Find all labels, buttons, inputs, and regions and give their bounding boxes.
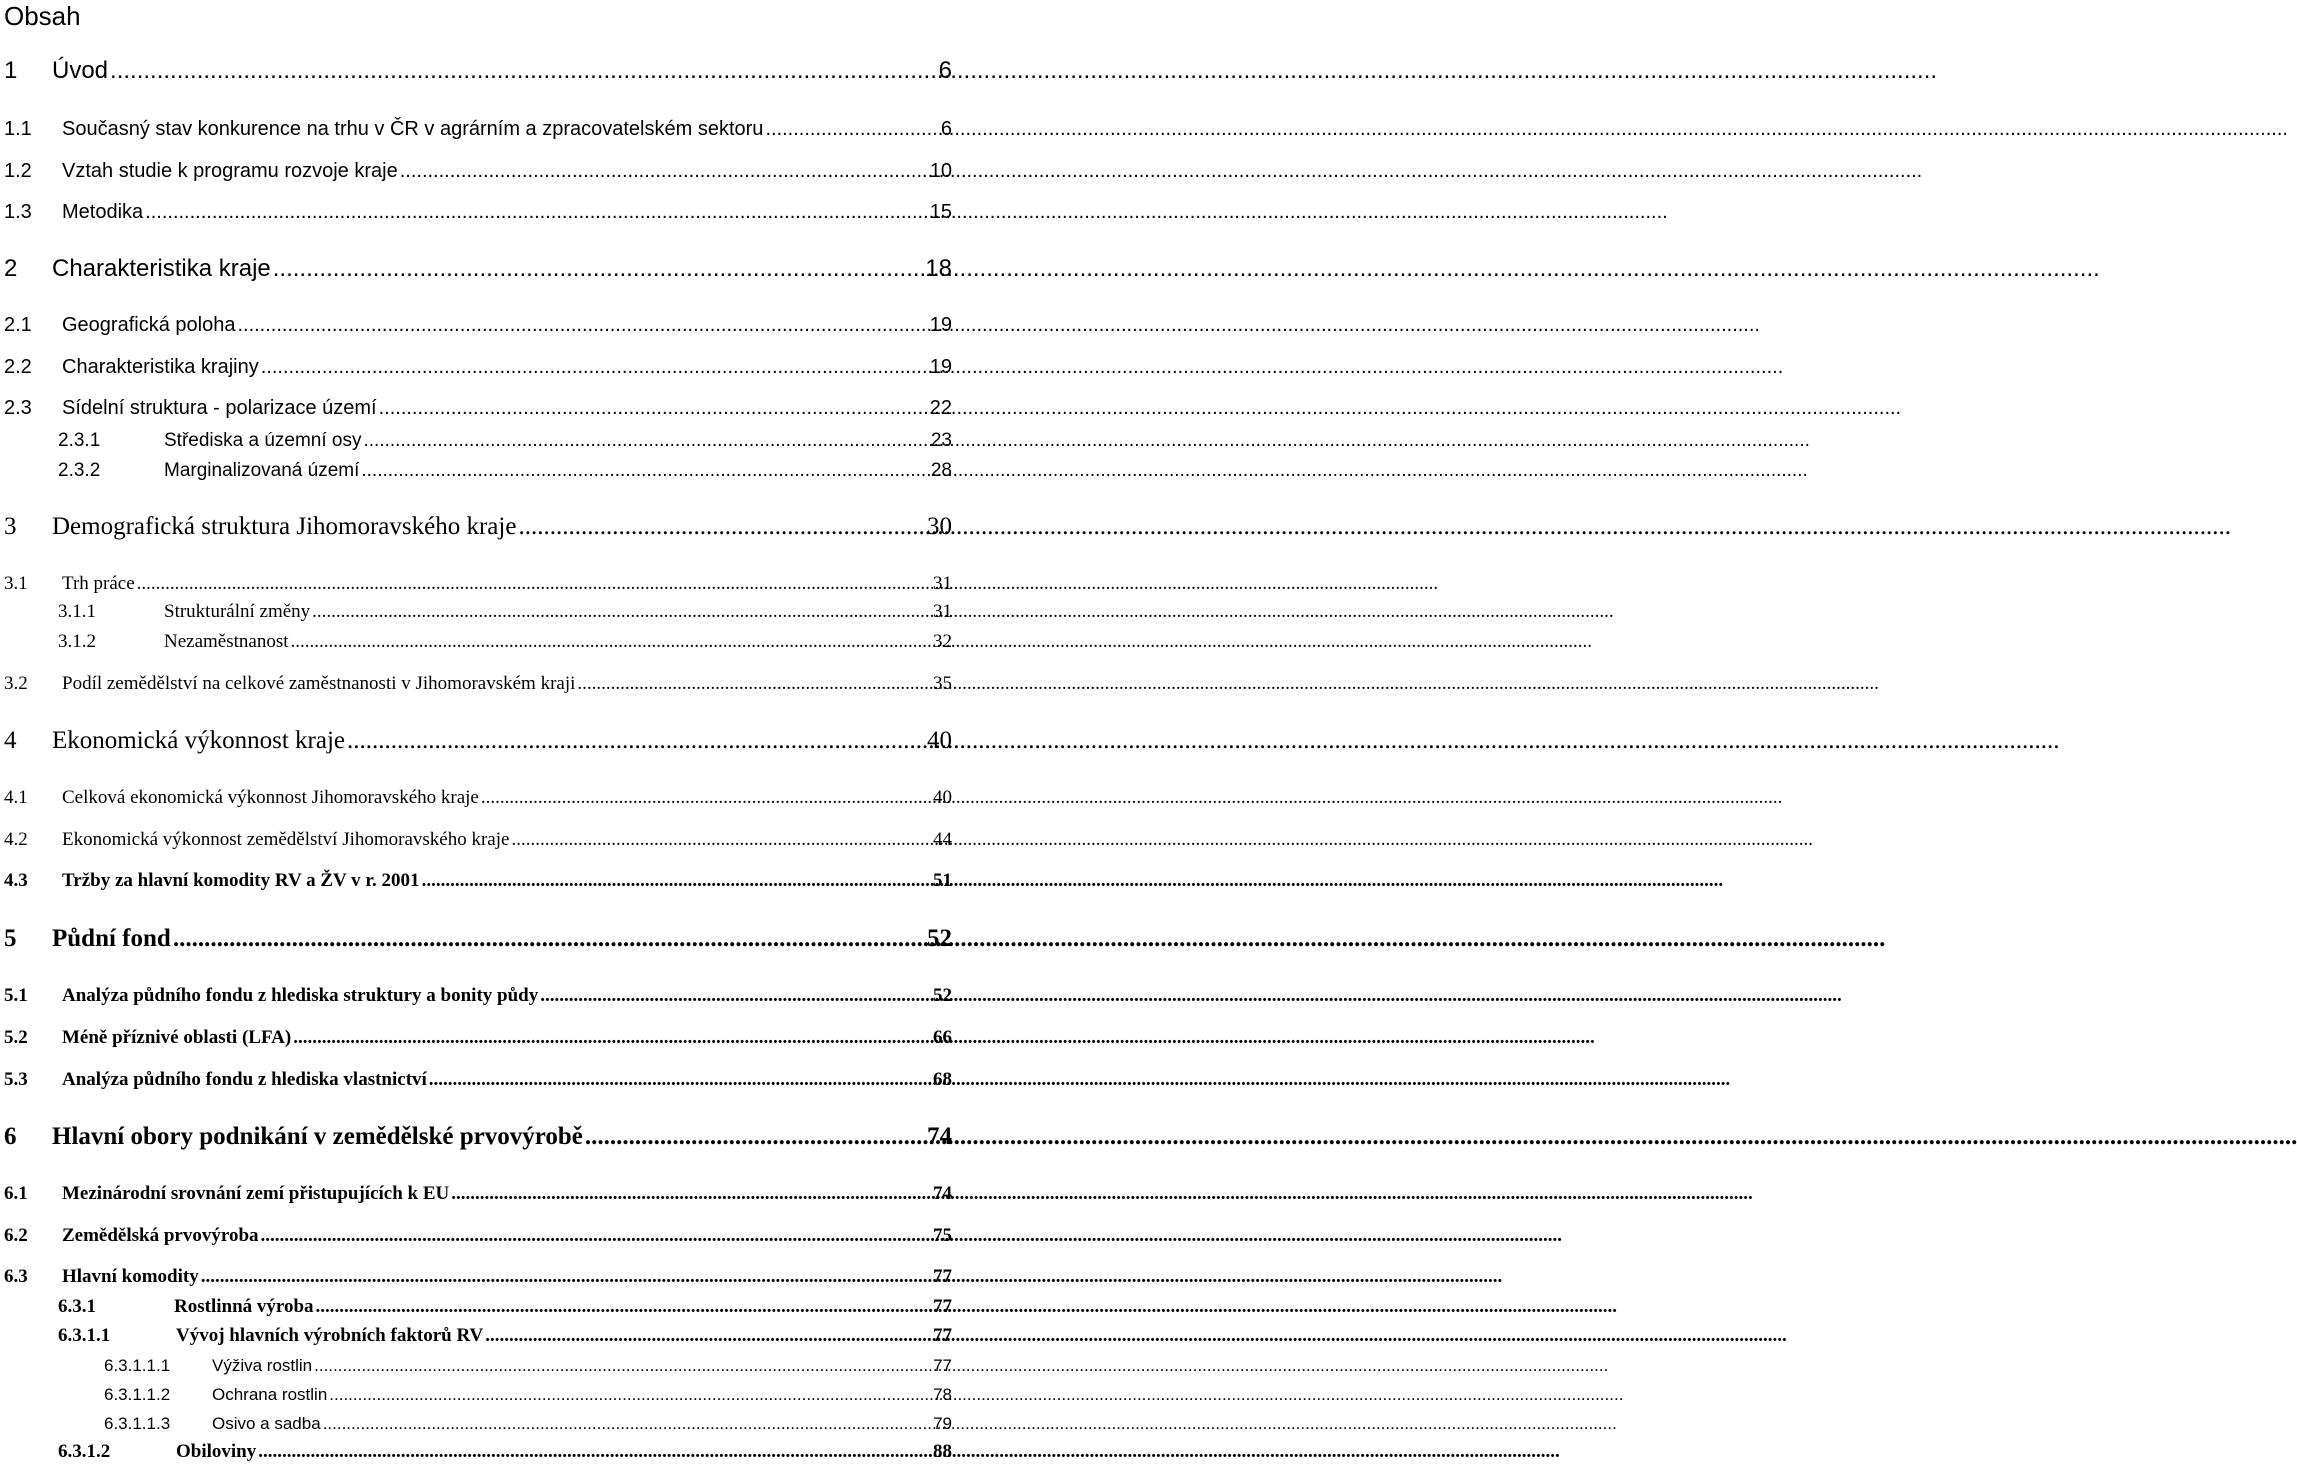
toc-entry-title: Mezinárodní srovnání zemí přistupujících k EU (62, 1183, 450, 1204)
toc-leader-dots (145, 201, 928, 224)
toc-leader-dots (400, 160, 928, 183)
page-title: Obsah (4, 1, 81, 31)
toc-entry-title: Celková ekonomická výkonnost Jihomoravského kraje (62, 787, 479, 808)
toc-entry-title: Půdní fond (52, 925, 171, 952)
toc-entry-number: 1 (4, 57, 18, 84)
toc-leader-dots (451, 1183, 931, 1205)
toc-entry-page: 28 (930, 460, 952, 481)
toc-entry-title: Podíl zemědělství na celkové zaměstnanosti v Jihomoravském kraji (62, 673, 576, 694)
toc-entry-page: 74 (933, 1183, 952, 1204)
toc-entry-title: Úvod (52, 57, 109, 84)
toc-entry-number: 6.3.1 (58, 1296, 96, 1317)
toc-entry-title: Osivo a sadba (212, 1414, 321, 1433)
toc-entry-page: 88 (933, 1441, 952, 1462)
toc-entry-title: Demografická struktura Jihomoravského kraje (52, 513, 517, 540)
toc-entry-page: 31 (933, 601, 952, 622)
toc-leader-dots (363, 430, 928, 452)
toc-entry-title: Zemědělská prvovýroba (62, 1225, 259, 1246)
toc-entry-title: Ekonomická výkonnost kraje (52, 727, 345, 754)
toc-entry-title: Hlavní obory podnikání v zemědělské prvovýrobě (52, 1123, 583, 1150)
toc-entry-page: 66 (933, 1027, 952, 1048)
toc-entry-number: 6.2 (4, 1225, 28, 1246)
toc-entry-page: 22 (929, 397, 952, 419)
toc-entry-title: Geografická poloha (62, 314, 236, 336)
toc-entry-title: Charakteristika krajiny (62, 356, 259, 378)
toc-entry[interactable] (4, 356, 952, 379)
toc-entry-number: 4 (4, 727, 17, 754)
toc-entry-title: Méně příznivé oblasti (LFA) (62, 1027, 292, 1048)
toc-entry-title: Vývoj hlavních výrobních faktorů RV (176, 1325, 484, 1346)
toc-leader-dots (258, 1441, 931, 1463)
toc-entry-number: 1.3 (4, 201, 32, 223)
toc-entry[interactable] (4, 573, 952, 595)
toc-entry-title: Tržby za hlavní komodity RV a ŽV v r. 2001 (62, 870, 420, 891)
toc-entry-number: 2.2 (4, 356, 32, 378)
toc-entry-number: 5.2 (4, 1027, 28, 1048)
toc-leader-dots (485, 1325, 931, 1347)
toc-entry-page: 18 (925, 255, 952, 282)
toc-leader-dots (316, 1296, 931, 1318)
toc-entry-number: 5.3 (4, 1069, 28, 1090)
toc-entry-title: Analýza půdního fondu z hlediska struktury a bonity půdy (62, 985, 539, 1006)
toc-leader-dots (201, 1266, 931, 1288)
toc-entry-title: Trh práce (62, 573, 135, 594)
toc-entry-title: Analýza půdního fondu z hlediska vlastnictví (62, 1069, 427, 1090)
toc-leader-dots (261, 1225, 931, 1247)
toc-entry[interactable] (4, 1183, 952, 1205)
toc-entry-title: Ochrana rostlin (212, 1385, 328, 1404)
toc-leader-dots (347, 727, 925, 755)
toc-entry[interactable] (4, 57, 952, 85)
toc-entry-title: Vztah studie k programu rozvoje kraje (62, 160, 398, 182)
toc-entry-number: 3.1.2 (58, 631, 96, 652)
toc-entry-page: 15 (929, 201, 952, 223)
toc-entry[interactable] (4, 160, 952, 183)
toc-leader-dots (261, 356, 928, 379)
toc-entry-title: Hlavní komodity (62, 1266, 199, 1287)
toc-leader-dots (577, 673, 931, 695)
toc-entry-page: 77 (933, 1266, 952, 1287)
toc-entry[interactable] (58, 1296, 952, 1318)
toc-entry-page: 32 (933, 631, 952, 652)
toc-entry[interactable] (4, 1266, 952, 1288)
toc-entry-number: 2.1 (4, 314, 32, 336)
toc-leader-dots (293, 1027, 931, 1049)
toc-entry-page: 68 (933, 1069, 952, 1090)
toc-entry[interactable] (4, 118, 952, 141)
toc-entry-page: 75 (933, 1225, 952, 1246)
toc-entry-page: 77 (933, 1325, 952, 1346)
toc-entry-page: 77 (933, 1356, 952, 1375)
toc-entry-title: Střediska a územní osy (164, 430, 362, 451)
toc-entry-title: Rostlinná výroba (174, 1296, 314, 1317)
toc-entry-number: 3.2 (4, 673, 28, 694)
toc-entry-title: Výživa rostlin (212, 1356, 313, 1375)
toc-entry-page: 79 (933, 1414, 952, 1433)
toc-entry[interactable] (58, 1441, 952, 1463)
toc-leader-dots (137, 573, 931, 595)
toc-entry[interactable] (4, 201, 952, 224)
toc-leader-dots (314, 1356, 931, 1376)
toc-entry[interactable] (4, 985, 952, 1007)
toc-entry[interactable] (58, 601, 952, 623)
toc-leader-dots (379, 397, 928, 420)
toc-entry-number: 2.3.1 (58, 430, 101, 451)
toc-entry[interactable] (4, 1123, 952, 1151)
toc-entry-page: 19 (929, 314, 952, 336)
toc-entry-page: 52 (927, 925, 952, 952)
toc-entry-page: 6 (938, 57, 952, 84)
toc-entry-page: 30 (927, 513, 952, 540)
toc-entry-page: 23 (930, 430, 952, 451)
toc-leader-dots (765, 118, 938, 141)
toc-entry-page: 19 (929, 356, 952, 378)
toc-entry-title: Strukturální změny (164, 601, 311, 622)
toc-entry[interactable] (58, 430, 952, 452)
toc-entry-title: Metodika (62, 201, 144, 223)
toc-entry[interactable] (4, 787, 952, 809)
toc-entry-number: 6.3.1.1.2 (104, 1385, 171, 1404)
toc-entry[interactable] (58, 1325, 952, 1347)
toc-leader-dots (481, 787, 931, 809)
toc-entry[interactable] (4, 397, 952, 420)
toc-entry-number: 4.1 (4, 787, 28, 808)
toc-entry-number: 2 (4, 255, 18, 282)
toc-entry-number: 3 (4, 513, 17, 540)
toc-entry-number: 6.3.1.1 (58, 1325, 111, 1346)
toc-entry-page: 40 (933, 787, 952, 808)
toc-leader-dots (540, 985, 931, 1007)
toc-leader-dots (518, 513, 925, 541)
toc-entry[interactable] (4, 925, 952, 953)
toc-entry[interactable] (104, 1385, 952, 1405)
toc-entry[interactable] (4, 1225, 952, 1247)
toc-entry-page: 6 (940, 118, 952, 140)
toc-entry[interactable] (4, 1069, 952, 1091)
toc-entry-number: 4.2 (4, 829, 28, 850)
toc-entry-number: 6 (4, 1123, 17, 1150)
toc-entry-number: 6.3 (4, 1266, 28, 1287)
toc-entry-number: 2.3.2 (58, 460, 101, 481)
toc-entry-page: 52 (933, 985, 952, 1006)
toc-entry[interactable] (4, 829, 952, 851)
toc-entry-title: Současný stav konkurence na trhu v ČR v agrárním a zpracovatelském sektoru (62, 118, 764, 140)
toc-entry-number: 3.1 (4, 573, 28, 594)
toc-entry-number: 5 (4, 925, 17, 952)
toc-entry-number: 5.1 (4, 985, 28, 1006)
toc-entry-number: 2.3 (4, 397, 32, 419)
toc-entry-title: Ekonomická výkonnost zemědělství Jihomoravského kraje (62, 829, 510, 850)
toc-entry-number: 3.1.1 (58, 601, 96, 622)
toc-entry[interactable] (4, 673, 952, 695)
toc-entry-page: 77 (933, 1296, 952, 1317)
toc-leader-dots (422, 870, 931, 892)
toc-entry-title: Nezaměstnanost (164, 631, 289, 652)
toc-entry-number: 4.3 (4, 870, 28, 891)
toc-entry-number: 6.1 (4, 1183, 28, 1204)
toc-entry-title: Charakteristika kraje (52, 255, 271, 282)
toc-entry-page: 44 (933, 829, 952, 850)
toc-entry-page: 78 (933, 1385, 952, 1404)
toc-entry[interactable] (4, 255, 952, 283)
toc-leader-dots (237, 314, 927, 337)
toc-entry-page: 35 (933, 673, 952, 694)
toc-leader-dots (361, 460, 928, 482)
toc-leader-dots (312, 601, 931, 623)
toc-entry-number: 6.3.1.1.3 (104, 1414, 171, 1433)
toc-entry-page: 51 (933, 870, 952, 891)
toc-entry-title: Sídelní struktura - polarizace území (62, 397, 377, 419)
toc-entry-number: 1.2 (4, 160, 32, 182)
toc-entry-number: 1.1 (4, 118, 32, 140)
toc-entry[interactable] (4, 513, 952, 541)
toc-leader-dots (511, 829, 931, 851)
toc-entry-number: 6.3.1.2 (58, 1441, 111, 1462)
toc-entry[interactable] (4, 1027, 952, 1049)
toc-entry-page: 74 (927, 1123, 952, 1150)
toc-entry[interactable] (58, 460, 952, 482)
toc-entry[interactable] (4, 870, 952, 892)
toc-leader-dots (291, 631, 931, 653)
toc-entry-title: Obiloviny (176, 1441, 257, 1462)
toc-entry-page: 10 (929, 160, 952, 182)
toc-entry[interactable] (4, 727, 952, 755)
toc-entry[interactable] (58, 631, 952, 653)
toc-leader-dots (273, 255, 924, 283)
toc-entry[interactable] (104, 1356, 952, 1376)
toc-entry-page: 40 (927, 727, 952, 754)
toc-leader-dots (329, 1385, 931, 1405)
toc-entry[interactable] (4, 314, 952, 337)
toc-leader-dots (429, 1069, 931, 1091)
toc-entry[interactable] (104, 1414, 952, 1434)
toc-entry-page: 31 (933, 573, 952, 594)
toc-leader-dots (173, 925, 925, 953)
toc-leader-dots (110, 57, 937, 85)
toc-entry-title: Marginalizovaná území (164, 460, 360, 481)
toc-entry-number: 6.3.1.1.1 (104, 1356, 171, 1375)
toc-leader-dots (585, 1123, 925, 1151)
toc-leader-dots (323, 1414, 931, 1434)
